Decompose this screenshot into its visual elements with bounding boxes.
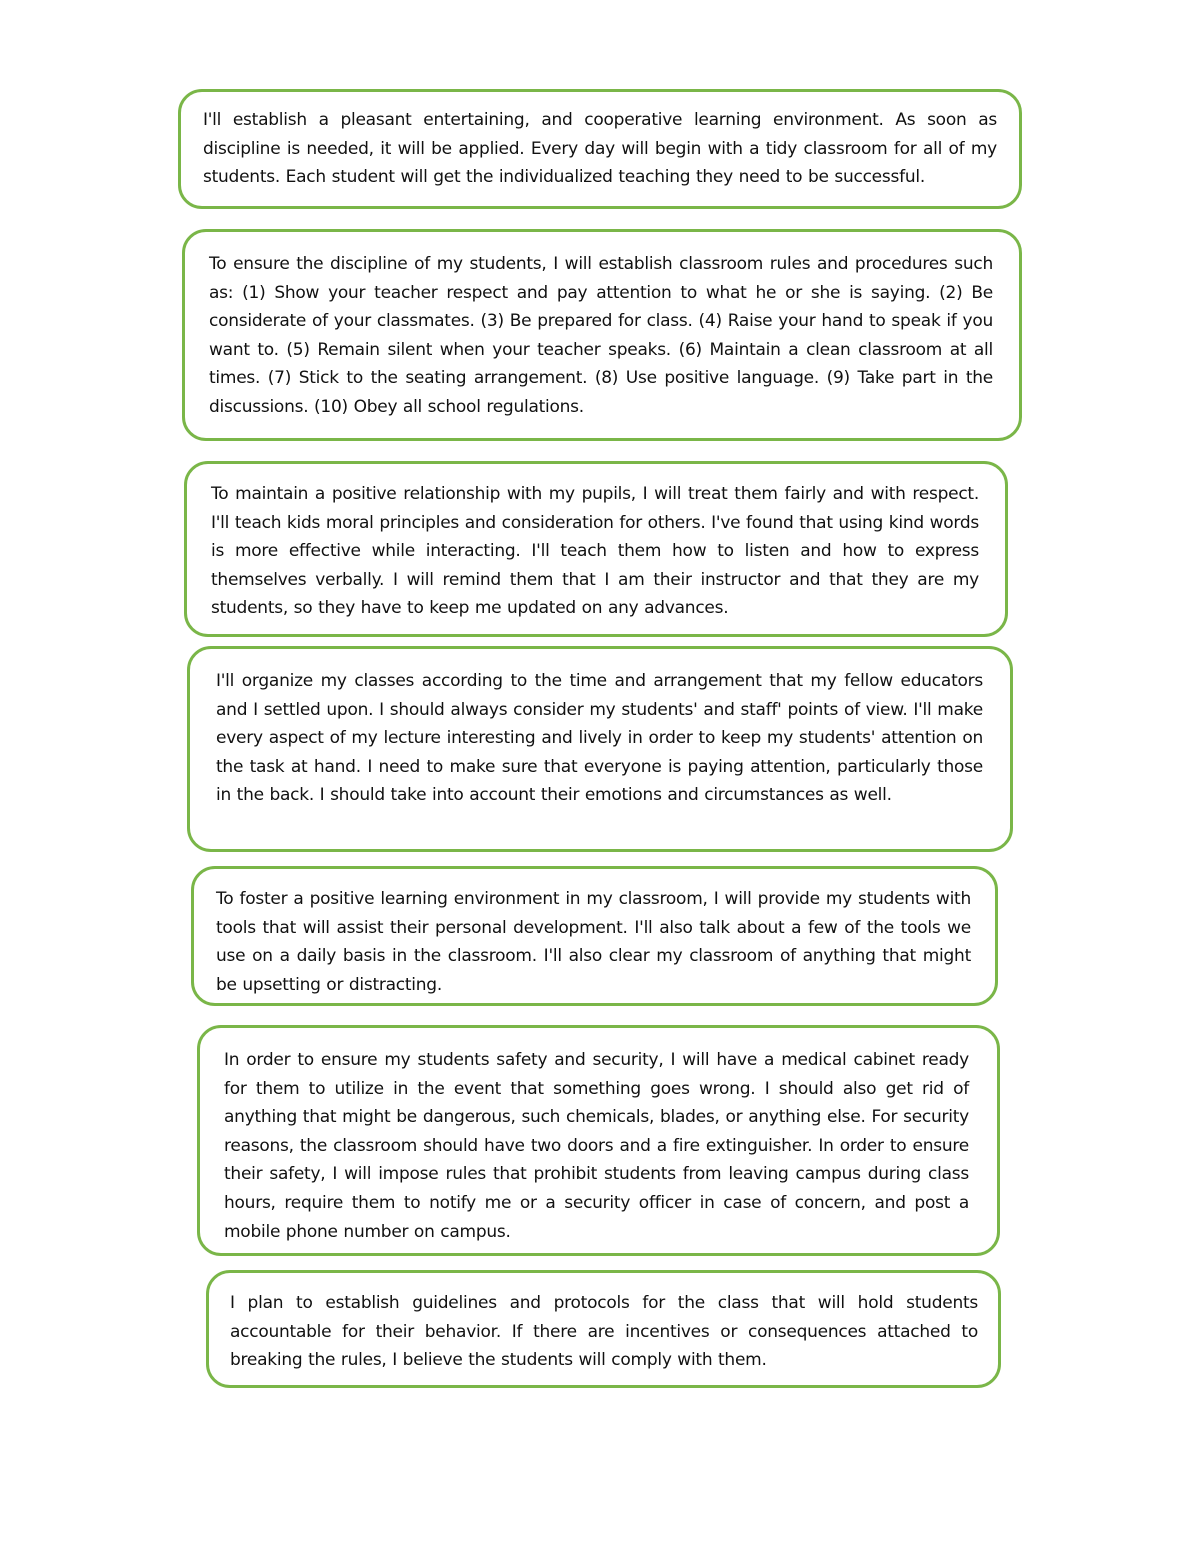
- text-box-learning-environment: [178, 89, 1022, 209]
- text-box-safety-security: [197, 1025, 1000, 1256]
- paragraph-learning-environment: I'll establish a pleasant entertaining, and cooperative learning environment. As soon as discipline is needed, it will be applied. Every day will begin with a tidy classroom for all of my students. Each student will get the individualized teaching they need to be successful.: [203, 110, 997, 188]
- text-box-learning-tools: [191, 866, 998, 1006]
- text-box-classroom-rules: [182, 229, 1022, 441]
- text-box-accountability: [206, 1270, 1001, 1388]
- paragraph-accountability: I plan to establish guidelines and protocols for the class that will hold students accountable for their behavior. If there are incentives or consequences attached to breaking the rules, I believe the students will comply with them.: [230, 1293, 978, 1371]
- paragraph-positive-relationship: To maintain a positive relationship with my pupils, I will treat them fairly and with respect. I'll teach kids moral principles and consideration for others. I've found that using kind words is more effective while interacting. I'll teach them how to listen and how to express themselves verbally. I will remind them that I am their instructor and that they are my students, so they have to keep me updated on any advances.: [211, 484, 979, 619]
- text-box-class-organization: [187, 646, 1013, 852]
- paragraph-learning-tools: To foster a positive learning environment in my classroom, I will provide my students with tools that will assist their personal development. I'll also talk about a few of the tools we use on a daily basis in the classroom. I'll also clear my classroom of anything that might be upsetting or distracting.: [216, 889, 971, 995]
- text-box-positive-relationship: [184, 461, 1008, 637]
- paragraph-class-organization: I'll organize my classes according to the time and arrangement that my fellow educators and I settled upon. I should always consider my students' and staff' points of view. I'll make every aspect of my lecture interesting and lively in order to keep my students' attention on the task at hand. I need to make sure that everyone is paying attention, particularly those in the back. I should take into account their emotions and circumstances as well.: [216, 671, 983, 806]
- paragraph-safety-security: In order to ensure my students safety and security, I will have a medical cabinet ready for them to utilize in the event that something goes wrong. I should also get rid of anything that might be dangerous, such chemicals, blades, or anything else. For security reasons, the classroom should have two doors and a fire extinguisher. In order to ensure their safety, I will impose rules that prohibit students from leaving campus during class hours, require them to notify me or a security officer in case of concern, and post a mobile phone number on campus.: [224, 1050, 969, 1242]
- paragraph-classroom-rules: To ensure the discipline of my students, I will establish classroom rules and procedures such as: (1) Show your teacher respect and pay attention to what he or she is saying. (2) Be considerate of your classmates. (3) Be prepared for class. (4) Raise your hand to speak if you want to. (5) Remain silent when your teacher speaks. (6) Maintain a clean classroom at all times. (7) Stick to the seating arrangement. (8) Use positive language. (9) Take part in the discussions. (10) Obey all school regulations.: [209, 254, 993, 417]
